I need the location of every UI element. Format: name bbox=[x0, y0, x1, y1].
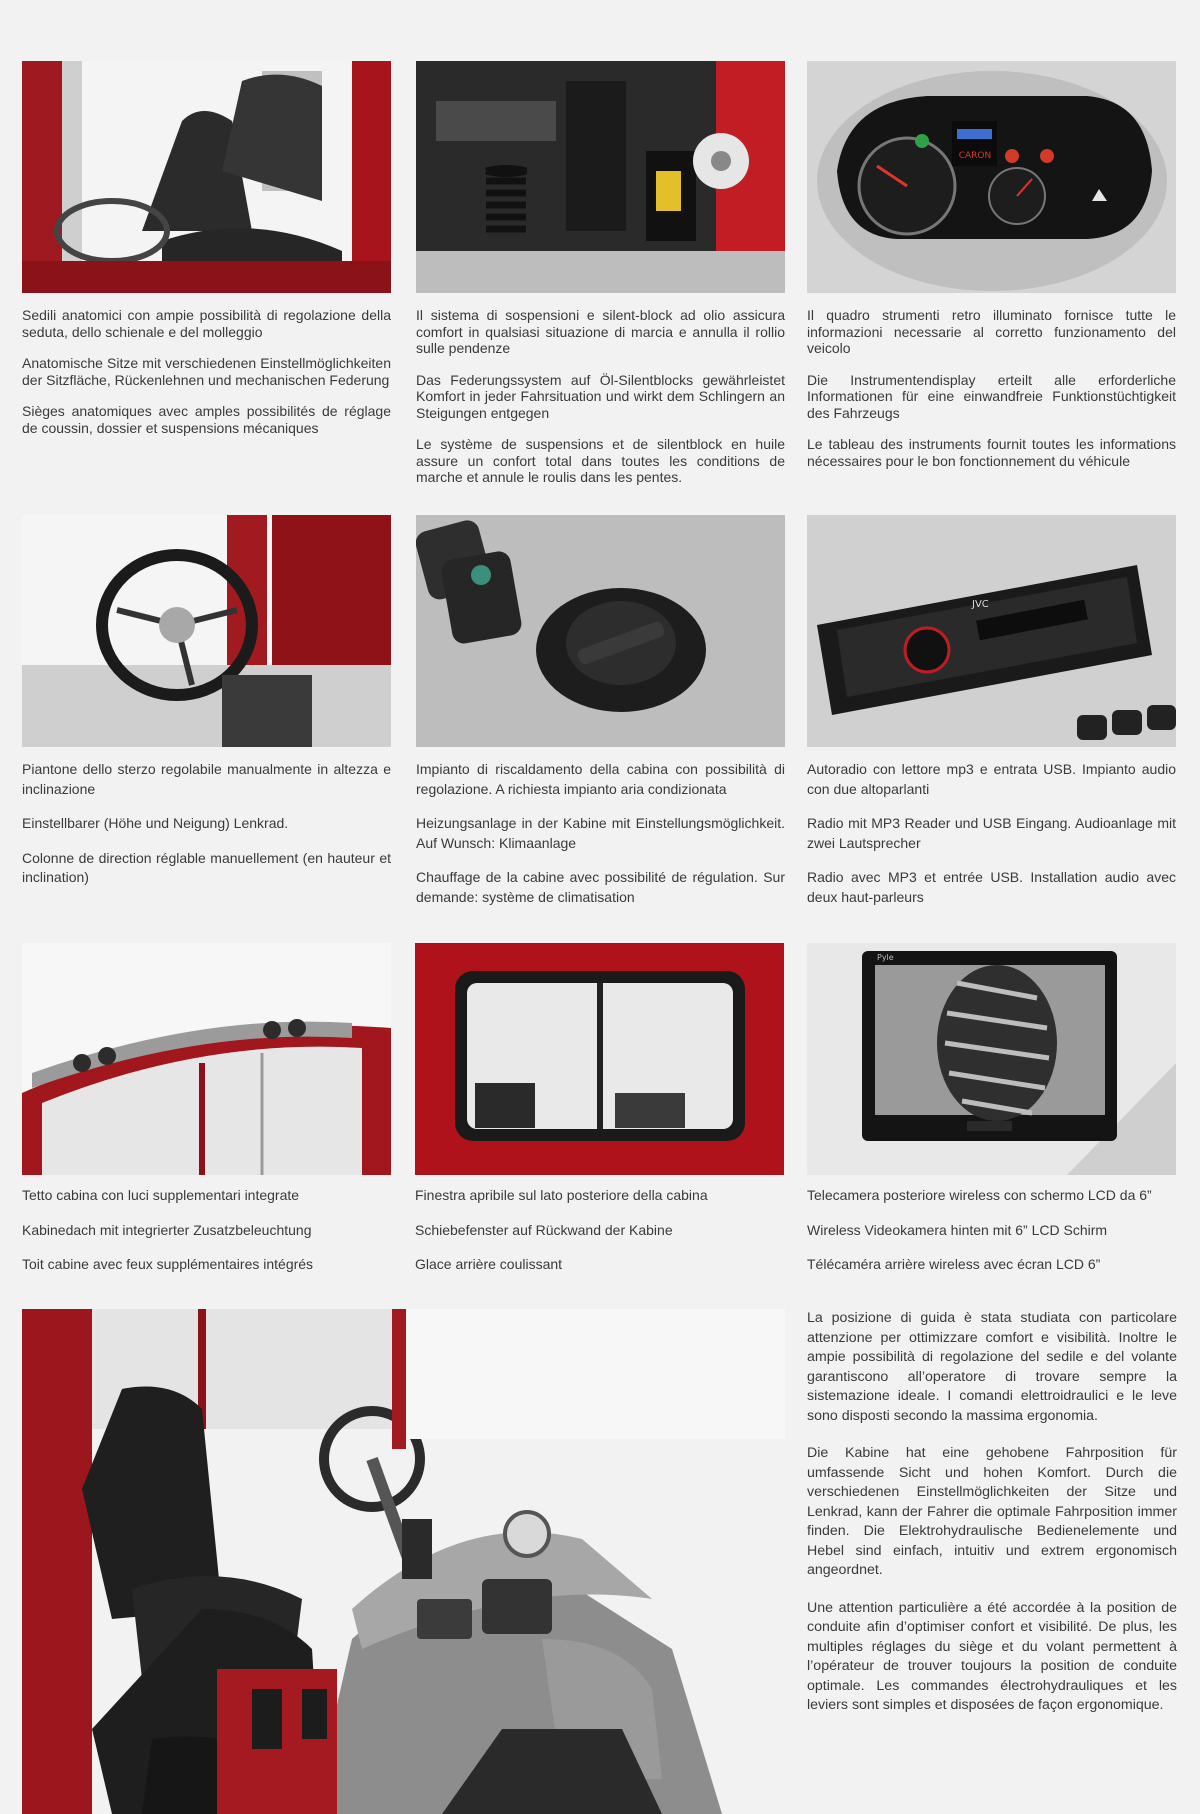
roof-caption-it: Tetto cabina con luci supplementari integrate bbox=[22, 1187, 300, 1203]
rear-camera-photo bbox=[807, 943, 1176, 1175]
suspension-caption-de: Das Federungssystem auf Öl-Silentblocks gewährleistet Komfort in jeder Fahrsituation und wirkt dem Schlingern an Steigungen entgegen bbox=[416, 371, 785, 421]
roof-caption-fr: Toit cabine avec feux supplémentaires intégrés bbox=[22, 1256, 314, 1272]
heating-caption-fr: Chauffage de la cabine avec possibilité de régulation. Sur demande: système de climatisation bbox=[416, 869, 785, 905]
suspension-image bbox=[416, 61, 785, 293]
steering-photo bbox=[22, 515, 391, 747]
radio-image bbox=[807, 515, 1176, 747]
radio-caption-de: Radio mit MP3 Reader und USB Eingang. Audioanlage mit zwei Lautsprecher bbox=[807, 815, 1176, 851]
suspension-caption-it: Il sistema di sospensioni e silent-block ad olio assicura comfort in qualsiasi situazione di marcia e annulla il rollio sulle pendenze bbox=[416, 307, 785, 356]
seat-photo bbox=[22, 61, 391, 293]
dashboard-caption-de: Die Instrumentendisplay erteilt alle erforderliche Informationen für eine einwandfreie Funktionstüchtigkeit des Fahrzeugs bbox=[807, 371, 1176, 421]
dashboard-caption-it: Il quadro strumenti retro illuminato fornisce tutte le informazioni necessarie al corretto funzionamento del veicolo bbox=[807, 307, 1176, 356]
seat-caption-it: Sedili anatomici con ampie possibilità di regolazione della seduta, dello schienale e del molleggio bbox=[22, 307, 391, 340]
roof-caption-de: Kabinedach mit integrierter Zusatzbeleuchtung bbox=[22, 1221, 312, 1238]
seat-image bbox=[22, 61, 391, 293]
heating-caption-de: Heizungsanlage in der Kabine mit Einstellungsmöglichkeit. Auf Wunsch: Klimaanlage bbox=[416, 815, 785, 851]
dashboard-photo bbox=[807, 61, 1176, 293]
steering-caption-de: Einstellbarer (Höhe und Neigung) Lenkrad. bbox=[22, 815, 289, 831]
dashboard-image bbox=[807, 61, 1176, 293]
cabin-interior-image bbox=[22, 1309, 785, 1814]
roof-lights-image bbox=[22, 943, 391, 1175]
rear-camera-image bbox=[807, 943, 1176, 1175]
seat-caption-de: Anatomische Sitze mit verschiedenen Einstellmöglichkeiten der Sitzfläche, Rückenlehnen und mechanischen Federung bbox=[22, 355, 391, 388]
cabin-interior-photo bbox=[22, 1309, 785, 1814]
heating-caption-it: Impianto di riscaldamento della cabina con possibilità di regolazione. A richiesta impianto aria condizionata bbox=[416, 761, 785, 797]
heating-knob-image bbox=[416, 515, 785, 747]
steering-image bbox=[22, 515, 391, 747]
radio-photo bbox=[807, 515, 1176, 747]
radio-brand: JVC bbox=[972, 599, 989, 610]
cabin-description-it: La posizione di guida è stata studiata con particolare attenzione per ottimizzare comfort e visibilità. Inoltre le ampie possibilità di regolazione del sedile e del volante garantiscono all’operatore di trovare sempre la sistemazione ideale. I comandi elettroidraulici e le leve sono disposti secondo la massima ergonomia. bbox=[807, 1310, 1177, 1424]
window-caption-de: Schiebefenster auf Rückwand der Kabine bbox=[415, 1221, 673, 1238]
dashboard-caption-fr: Le tableau des instruments fournit toutes les informations nécessaires pour le bon fonctionnement du véhicule bbox=[807, 436, 1176, 469]
seat-caption-fr: Sièges anatomiques avec amples possibilités de réglage de coussin, dossier et suspensions mécaniques bbox=[22, 403, 391, 436]
radio-caption-fr: Radio avec MP3 et entrée USB. Installation audio avec deux haut-parleurs bbox=[807, 869, 1176, 905]
rear-window-photo bbox=[415, 943, 784, 1175]
radio-caption-it: Autoradio con lettore mp3 e entrata USB. Impianto audio con due altoparlanti bbox=[807, 761, 1176, 797]
roof-lights-photo bbox=[22, 943, 391, 1175]
camera-caption-it: Telecamera posteriore wireless con schermo LCD da 6” bbox=[807, 1187, 1152, 1203]
camera-caption-de: Wireless Videokamera hinten mit 6” LCD Schirm bbox=[807, 1221, 1108, 1238]
dashboard-brand: CARON bbox=[958, 151, 992, 161]
window-caption-it: Finestra apribile sul lato posteriore della cabina bbox=[415, 1187, 708, 1203]
cabin-description-de: Die Kabine hat eine gehobene Fahrposition für umfassende Sicht und hohen Komfort. Durch die verschiedenen Einstellmöglichkeiten der Sitze und Lenkrad, kann der Fahrer die optimale Fahrposition immer finden. Die Elektrohydraulische Bedienelemente und Hebel sind einfach, intuitiv und extrem ergonomisch angeordnet. bbox=[807, 1445, 1177, 1578]
heating-knob-photo bbox=[416, 515, 785, 747]
suspension-caption-fr: Le système de suspensions et de silentblock en huile assure un confort total dans toutes les conditions de marche et annule le roulis dans les pentes. bbox=[416, 436, 785, 485]
suspension-photo bbox=[416, 61, 785, 293]
steering-caption-fr: Colonne de direction réglable manuellement (en hauteur et inclination) bbox=[22, 849, 391, 885]
window-caption-fr: Glace arrière coulissant bbox=[415, 1256, 563, 1272]
camera-caption-fr: Télécaméra arrière wireless avec écran LCD 6” bbox=[807, 1256, 1101, 1272]
rear-window-image bbox=[415, 943, 784, 1175]
cabin-description bbox=[807, 1309, 1177, 1734]
cabin-description-fr: Une attention particulière a été accordée à la position de conduite afin d’optimiser confort et visibilité. De plus, les multiples réglages du siège et du volant permettent à l’opérateur de trouver toujours la position de conduite optimale. Les commandes électrohydrauliques et les leviers sont simples et disposées de façon ergonomique. bbox=[807, 1599, 1177, 1713]
steering-caption-it: Piantone dello sterzo regolabile manualmente in altezza e inclinazione bbox=[22, 761, 391, 797]
screen-brand: Pyle bbox=[877, 953, 894, 962]
